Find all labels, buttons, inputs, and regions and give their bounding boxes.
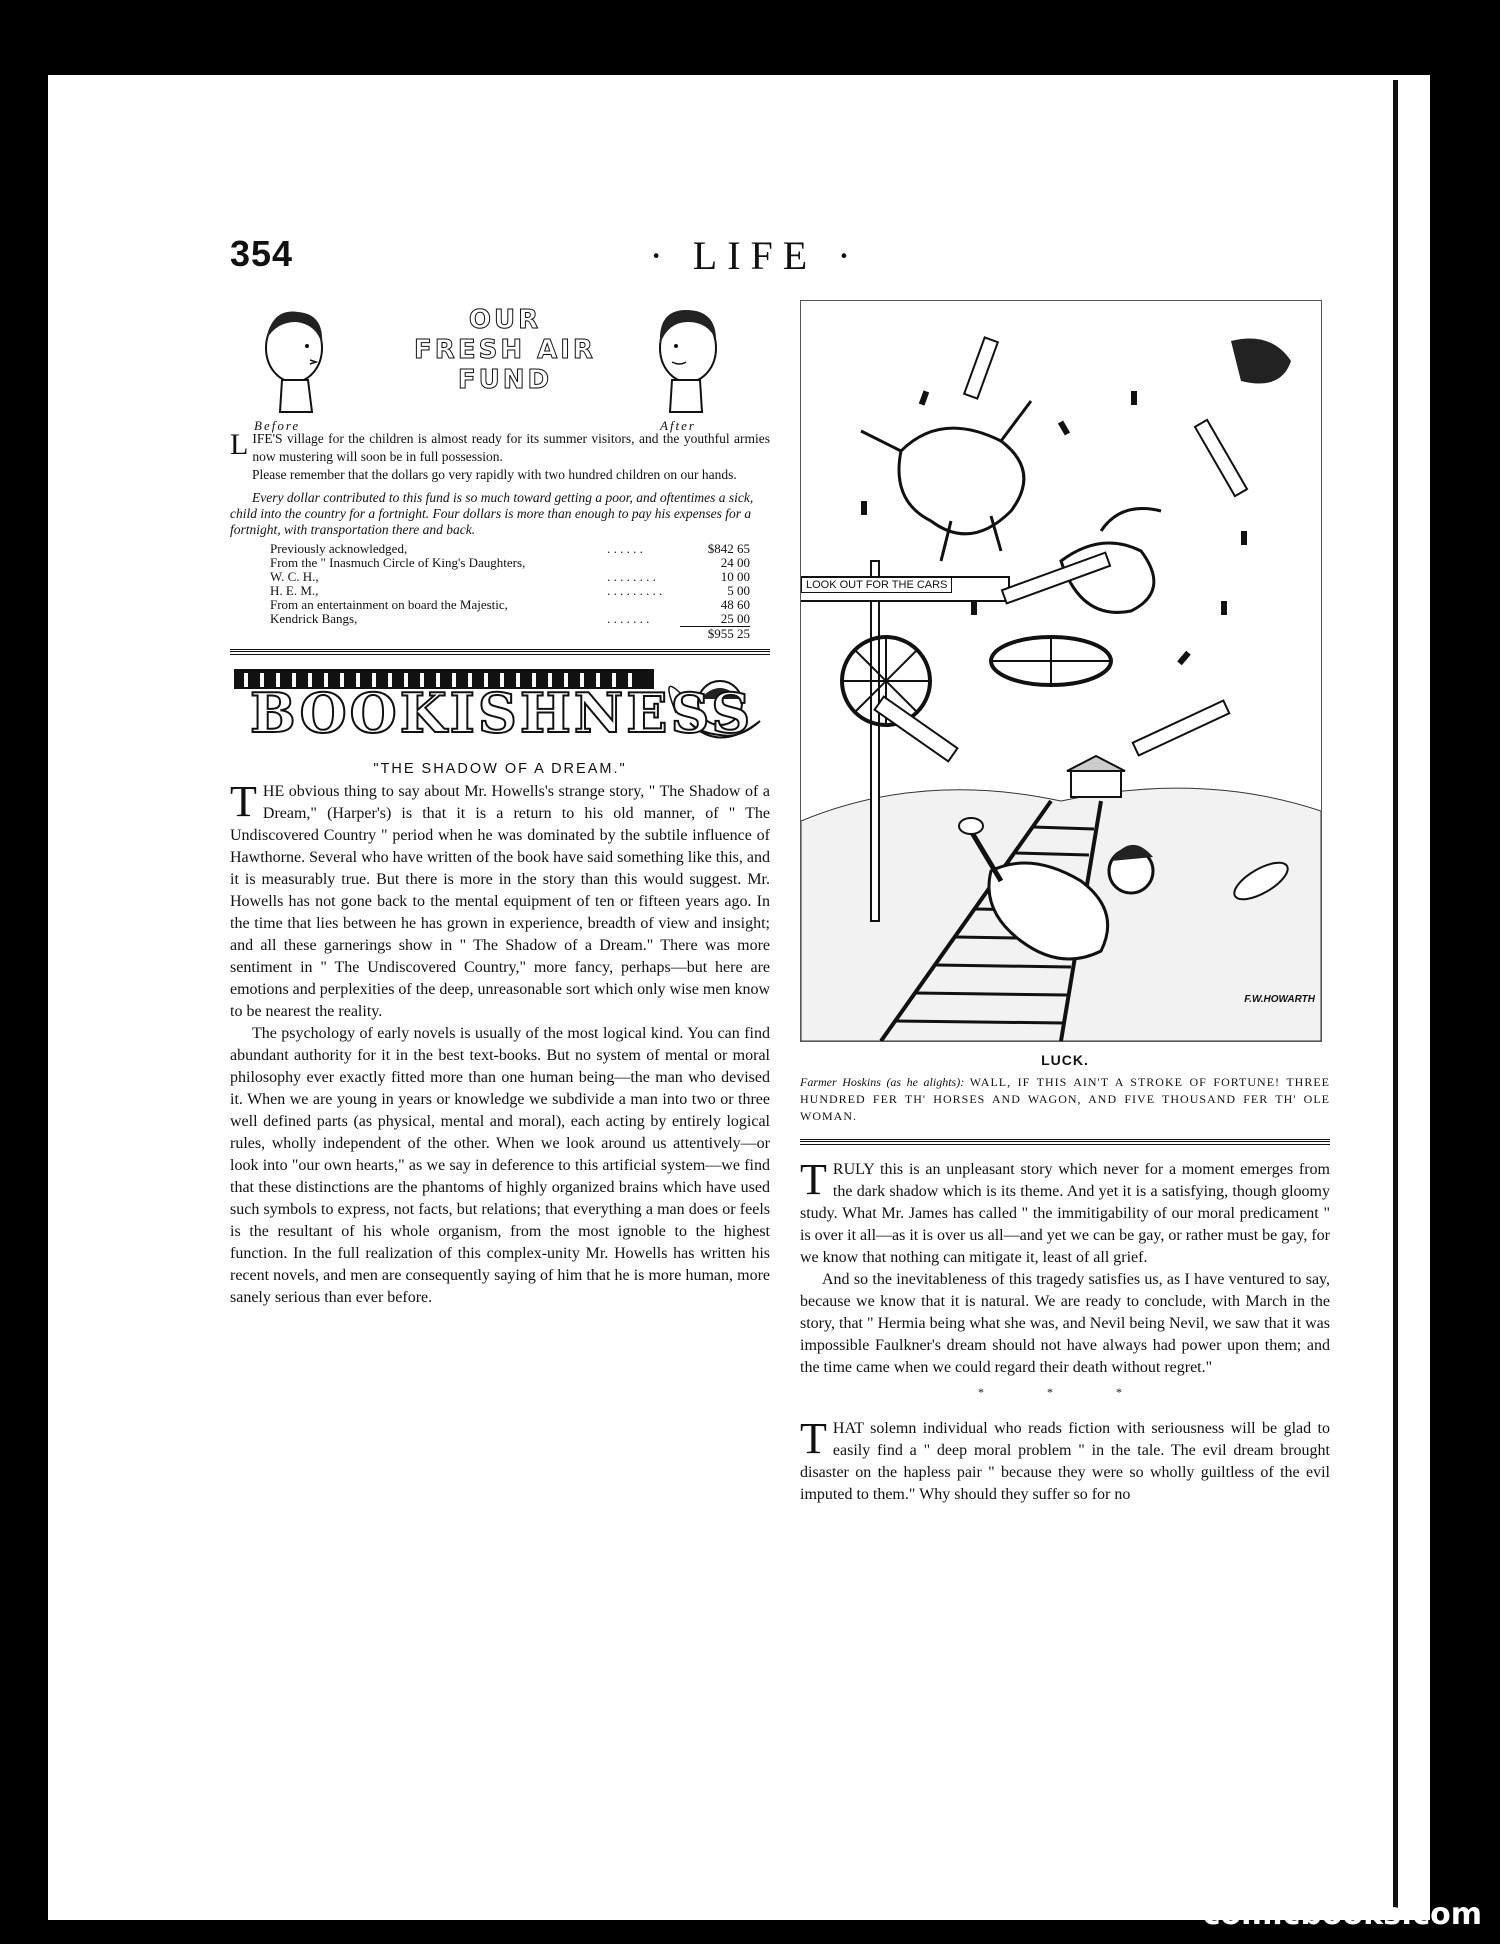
left-column: [230, 300, 770, 1309]
before-label: Before: [254, 418, 301, 433]
fund-header: [230, 300, 770, 433]
contribution-amount: 10 00: [720, 569, 750, 584]
fund-title-line1: OUR: [468, 305, 542, 335]
table-row: [270, 584, 750, 598]
caption-speaker: Farmer Hoskins (as he alights):: [800, 1075, 965, 1089]
contribution-amount: 5 00: [727, 583, 750, 598]
review-cont-paragraph-3-text: HAT solemn individual who reads fiction with seriousness will be glad to easily find a " deep moral problem " in the tale. The evil dream brought disaster on the hapless pair " because they were so wholly guiltless of the evil imputed to them." Why should they suffer so for no: [800, 1420, 1330, 1503]
leader-dots: . . . . . . . . .: [607, 583, 663, 598]
contribution-amount: 25 00: [720, 611, 750, 626]
fund-paragraph-1-text: IFE'S village for the children is almost ready for its summer visitors, and the youthful armies now mustering will soon be in full possession.: [252, 431, 770, 464]
contribution-amount: 24 00: [720, 555, 750, 570]
review-cont-paragraph-2: And so the inevitableness of this tragedy satisfies us, as I have ventured to say, because we know that it is natural. We are ready to conclude, with March in the story, that " Hermia being what she was, and Nevil being Nevil, we saw that it was impossible Faulkner's dream should not have always had power upon them; and the time came when we could regard their death without regret.": [800, 1271, 1330, 1376]
right-column: [800, 300, 1330, 1506]
fund-paragraph-1: [230, 430, 770, 466]
fund-contributions-table: [270, 542, 750, 641]
contributor-name: W. C. H.,: [270, 569, 319, 584]
leader-dots: [607, 598, 680, 612]
contributor-name: Kendrick Bangs,: [270, 611, 358, 627]
luck-cartoon: [800, 300, 1322, 1042]
leader-dots: . . . . . .: [607, 541, 643, 556]
contribution-amount: 48 60: [720, 597, 750, 612]
review-cont-paragraph-3: [800, 1414, 1330, 1506]
section-break-stars: * * *: [978, 1385, 1152, 1399]
total-row: [270, 627, 750, 642]
fund-dropcap: L: [230, 428, 249, 461]
contributor-name: From an entertainment on board the Majestic,: [270, 597, 508, 612]
review-subheading: "THE SHADOW OF A DREAM.": [373, 761, 627, 777]
bookishness-title: BOOKISHNESS: [250, 681, 754, 745]
cartoon-title: LUCK.: [1041, 1052, 1089, 1068]
review-dropcap: T: [230, 777, 257, 826]
fund-total: $955 25: [680, 627, 750, 642]
page-number: 354: [230, 233, 294, 274]
bookishness-banner: [230, 663, 770, 755]
fund-paragraph-2: Please remember that the dollars go very rapidly with two hundred children on our hands.: [252, 467, 737, 482]
caption-text: WALL, IF THIS AIN'T A STROKE OF FORTUNE! THREE HUNDRED FER TH' HORSES AND WAGON, AND FIVE THOUSAND FER TH' OLE WOMAN.: [800, 1075, 1331, 1123]
page-gutter: [1393, 80, 1398, 1910]
review-paragraph-1: [230, 777, 770, 1023]
section-divider: [230, 649, 770, 655]
contributor-name: From the " Inasmuch Circle of King's Daughters,: [270, 555, 526, 570]
leader-dots: . . . . . . . .: [607, 569, 656, 584]
table-row: [270, 570, 750, 584]
leader-dots: [607, 556, 680, 570]
contributor-name: Previously acknowledged,: [270, 541, 408, 556]
facing-page-edge: [1400, 78, 1430, 1918]
table-row: [270, 542, 750, 556]
fund-title: [380, 305, 630, 395]
site-watermark: comicbooks.com: [1202, 1897, 1482, 1932]
table-row: [270, 612, 750, 627]
boy-before-illustration: [252, 300, 332, 415]
fund-title-line2: FRESH AIR: [414, 335, 596, 365]
contribution-amount: $842 65: [707, 541, 750, 556]
review-cont-dropcap-1: T: [800, 1155, 827, 1204]
review-cont-paragraph-1-text: RULY this is an unpleasant story which never for a moment emerges from the dark shadow which is its theme. And yet it is a satisfying, though gloomy study. What Mr. James has called " the immitigability of our moral predicament " is over it all—as it is over us all—and yet we can be gay, or rather must be gay, for we know that nothing can mitigate it, least of all grief.: [800, 1161, 1330, 1266]
review-cont-dropcap-3: T: [800, 1414, 827, 1463]
review-cont-paragraph-1: [800, 1155, 1330, 1269]
fund-title-line3: FUND: [457, 365, 553, 395]
masthead: · LIFE ·: [649, 233, 861, 278]
review-paragraph-2: The psychology of early novels is usually of the most logical kind. You can find abundant authority for it in the best text-books. But no system of mental or moral philosophy ever exactly fitted more than one human being—the man who devised it. When we are young in years or knowledge we subdivide a man into two or three well defined parts (as physical, mental and moral), each acting by entirely logical rules, wholly independent of the other. When we look around us attentively—or look into "our own hearts," as we say in deference to this artificial system—we find that these distinctions are the phantoms of highly organized brains which have used such symbols to express, not facts, but relations; that everything a man does or feels is the resultant of his whole organism, from the most ignoble to the highest function. In the full realization of this complex-unity Mr. Howells has written his recent novels, and men are consequently saying of him that he is more human, more sanely serious than ever before.: [230, 1025, 770, 1306]
after-label: After: [660, 418, 696, 433]
table-row: [270, 556, 750, 570]
boy-after-illustration: [650, 300, 730, 415]
section-divider: [800, 1139, 1330, 1145]
contributor-name: H. E. M.,: [270, 583, 319, 598]
review-paragraph-1-text: HE obvious thing to say about Mr. Howells's strange story, " The Shadow of a Dream," (Harper's) is that it is a return to his old manner, of " The Undiscovered Country " period when he was dominated by the subtile influence of Hawthorne. Several who have written of the book have said something like this, and it is measurably true. But there is more in the story than this would suggest. Mr. Howells has not gone back to the mental equipment of ten or fifteen years ago. In the time that lies between he has grown in experience, breadth of view and insight; and all these garnerings show in " The Shadow of a Dream." There was more sentiment in " The Undiscovered Country," more fancy, perhaps—but here are emotions and perplexities of the deep, unreasonable sort which only wise men know to be nearest the reality.: [230, 783, 770, 1020]
artist-signature: F.W.HOWARTH: [1244, 994, 1315, 1005]
cartoon-caption: [800, 1074, 1330, 1125]
look-out-sign: LOOK OUT FOR THE CARS: [801, 577, 952, 593]
leader-dots: . . . . . . .: [607, 611, 650, 627]
table-row: [270, 598, 750, 612]
train-wreck-illustration: [801, 301, 1321, 1041]
fund-appeal-italic: Every dollar contributed to this fund is so much toward getting a poor, and oftentimes a sick, child into the country for a fortnight. Four dollars is more than enough to pay his expenses for a fortnight, with transportation there and back.: [230, 490, 754, 537]
